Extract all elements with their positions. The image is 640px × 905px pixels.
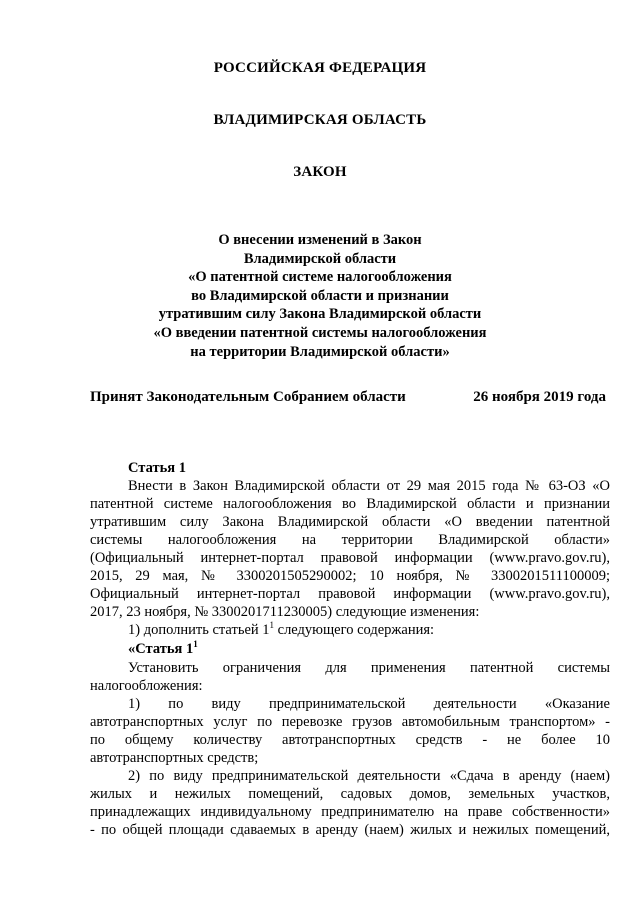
title-line: утратившим силу Закона Владимирской области [158, 306, 482, 323]
body-line: Внести в Закон Владимирской области от 29 мая 2015 года № 63-ОЗ «О [128, 478, 610, 494]
body-line: утратившим силу Закона Владимирской области «О введении патентной [90, 514, 610, 530]
body-line: автотранспортных средств; [90, 750, 259, 766]
superscript: 1 [193, 639, 198, 650]
title-line: на территории Владимирской области» [190, 343, 450, 360]
title-line: «О патентной системе налогообложения [188, 269, 452, 286]
body-line: 1) по виду предпринимательской деятельности «Оказание [128, 696, 610, 712]
title-line: во Владимирской области и признании [191, 287, 449, 304]
region-heading: ВЛАДИМИРСКАЯ ОБЛАСТЬ [213, 112, 427, 128]
amendment-item [90, 622, 610, 639]
body-line: патентной системе налогообложения во Владимирской области и признании [90, 496, 610, 512]
body-line: Установить ограничения для применения патентной системы [128, 660, 610, 676]
new-article-label: «Статья 1 [128, 641, 194, 657]
title-line: «О введении патентной системы налогообложения [153, 324, 487, 341]
law-title [0, 231, 640, 361]
title-line: Владимирской области [243, 250, 397, 267]
body-line: - по общей площади сдаваемых в аренду (наем) жилых и нежилых помещений, [90, 822, 610, 838]
adopted-by: Принят Законодательным Собранием области [90, 389, 406, 405]
body-line: (Официальный интернет-портал правовой информации (www.pravo.gov.ru), [90, 550, 610, 566]
document-type-heading: ЗАКОН [293, 164, 347, 180]
superscript: 1 [269, 620, 275, 631]
body-line: системы налогообложения на территории Владимирской области» [90, 532, 610, 548]
title-line: О внесении изменений в Закон [218, 232, 422, 248]
body-line: Официальный интернет-портал правовой информации (www.pravo.gov.ru), [90, 586, 610, 602]
body-line: налогообложения: [90, 678, 203, 694]
new-article-heading [90, 641, 610, 658]
body-line: автотранспортных услуг по перевозке грузов автомобильным транспортом» - [90, 714, 610, 730]
body-line: принадлежащих индивидуальному предпринимателю на праве собственности» [90, 804, 610, 820]
body-line: 2017, 23 ноября, № 3300201711230005) следующие изменения: [90, 604, 480, 620]
body-line: жилых и нежилых помещений, садовых домов, земельных участков, [90, 786, 610, 802]
body-line: по общему количеству автотранспортных средств - не более 10 [90, 732, 610, 748]
body-line: 2015, 29 мая, № 3300201505290002; 10 ноября, № 3300201511100009; [90, 568, 610, 584]
federation-heading: РОССИЙСКАЯ ФЕДЕРАЦИЯ [213, 60, 427, 76]
article-heading: Статья 1 [128, 460, 186, 476]
adoption-date: 26 ноября 2019 года [473, 389, 606, 405]
amendment-text: следующего содержания: [274, 622, 435, 638]
amendment-text: 1) дополнить статьей 1 [128, 622, 270, 638]
body-line: 2) по виду предпринимательской деятельности «Сдача в аренду (наем) [128, 768, 610, 784]
